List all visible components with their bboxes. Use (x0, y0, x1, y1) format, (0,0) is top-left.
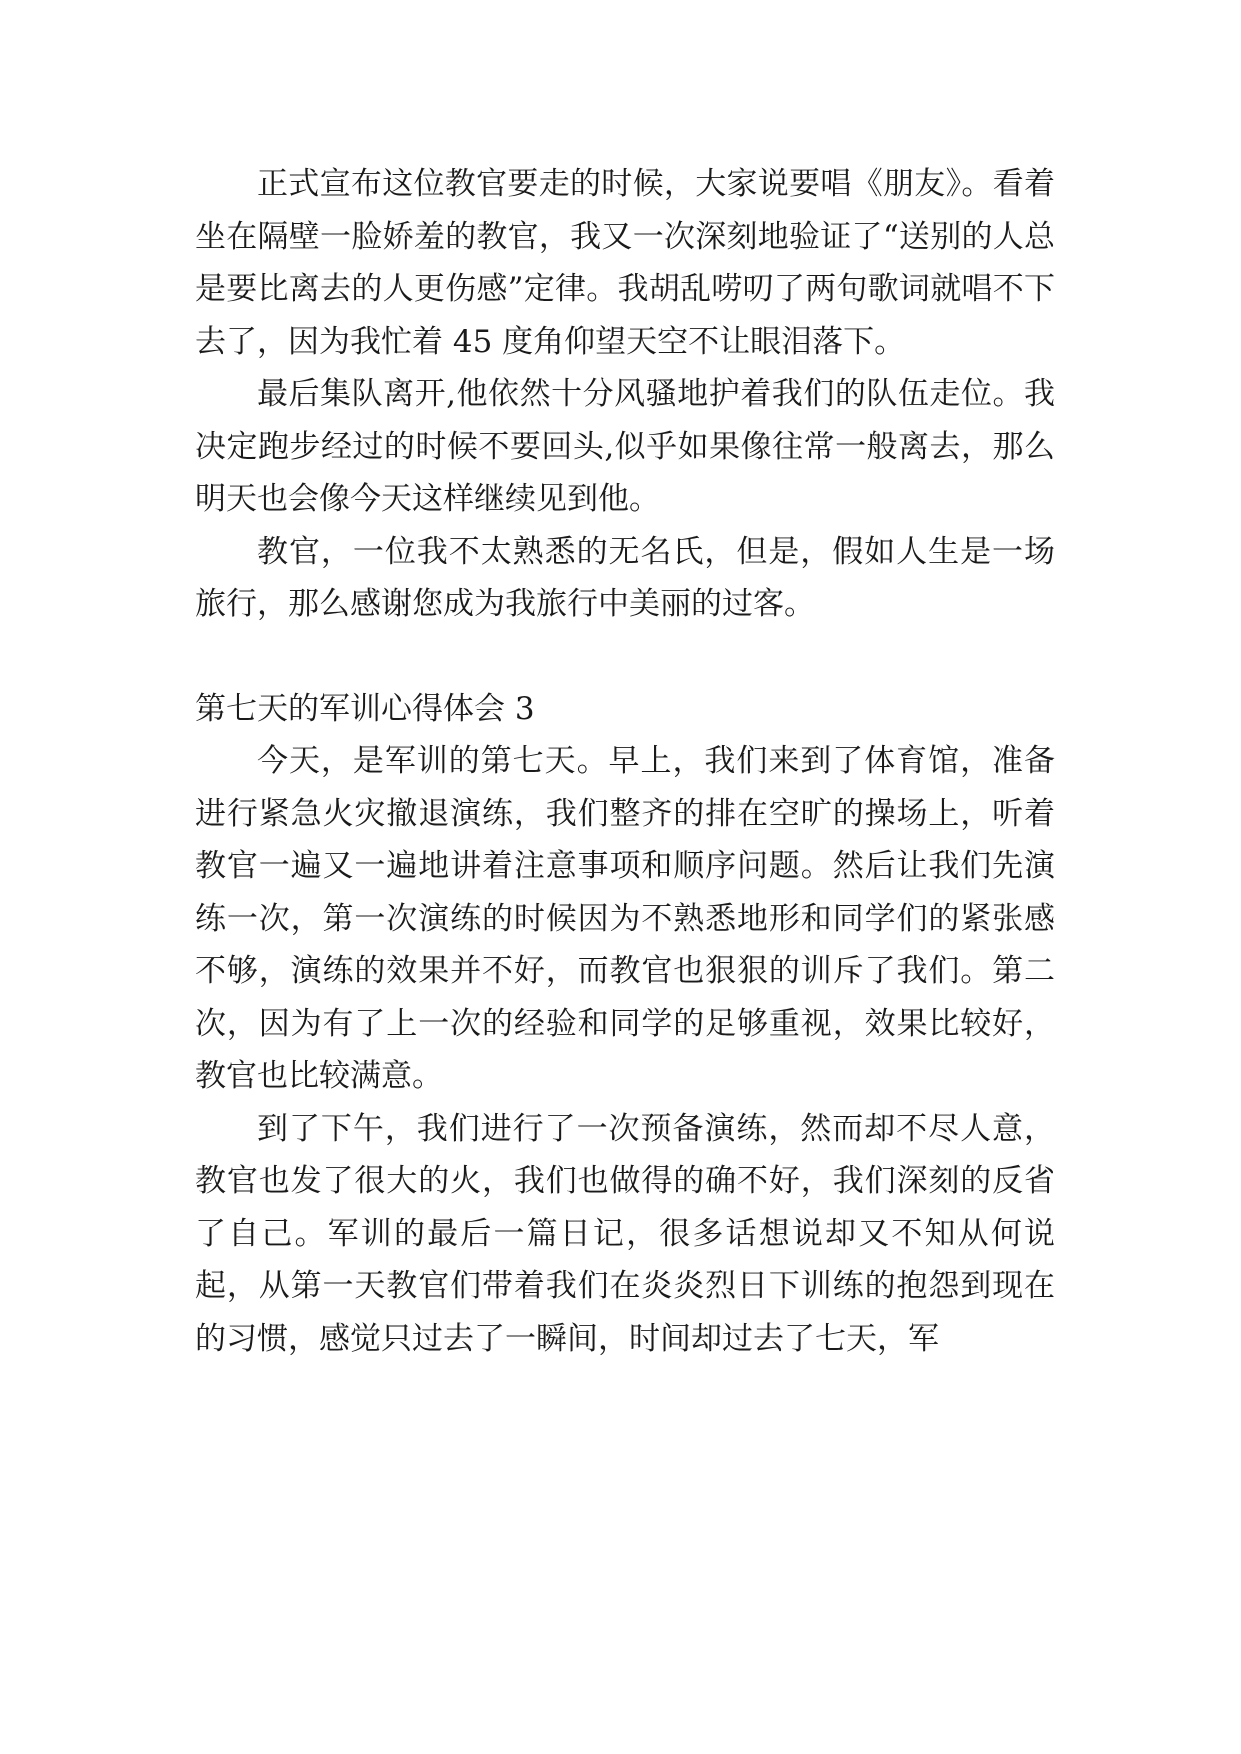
paragraph-farewell-song: 正式宣布这位教官要走的时候，大家说要唱《朋友》。看着坐在隔壁一脸娇羞的教官，我又一次深刻地验证了“送别的人总是要比离去的人更伤感”定律。我胡乱唠叨了两句歌词就唱不下去了，因为我忙着 45 度角仰望天空不让眼泪落下。 (195, 166, 1055, 360)
section-heading: 第七天的军训心得体会 3 (195, 690, 535, 727)
paragraph-leaving-formation: 最后集队离开,他依然十分风骚地护着我们的队伍走位。我决定跑步经过的时候不要回头,似乎如果像往常一般离去，那么明天也会像今天这样继续见到他。 (195, 376, 1055, 517)
document-body (195, 158, 1055, 1365)
paragraph-thanks-instructor: 教官，一位我不太熟悉的无名氏，但是，假如人生是一场旅行，那么感谢您成为我旅行中美丽的过客。 (195, 533, 1055, 622)
paragraph-fire-drill: 今天，是军训的第七天。早上，我们来到了体育馆，准备进行紧急火灾撤退演练，我们整齐的排在空旷的操场上，听着教官一遍又一遍地讲着注意事项和顺序问题。然后让我们先演练一次，第一次演练的时候因为不熟悉地形和同学们的紧张感不够，演练的效果并不好，而教官也狠狠的训斥了我们。第二次，因为有了上一次的经验和同学的足够重视，效果比较好，教官也比较满意。 (195, 743, 1055, 1094)
paragraph-afternoon-drill: 到了下午，我们进行了一次预备演练，然而却不尽人意，教官也发了很大的火，我们也做得的确不好，我们深刻的反省了自己。军训的最后一篇日记，很多话想说却又不知从何说起，从第一天教官们带着我们在炎炎烈日下训练的抱怨到现在的习惯，感觉只过去了一瞬间，时间却过去了七天，军 (195, 1110, 1055, 1357)
